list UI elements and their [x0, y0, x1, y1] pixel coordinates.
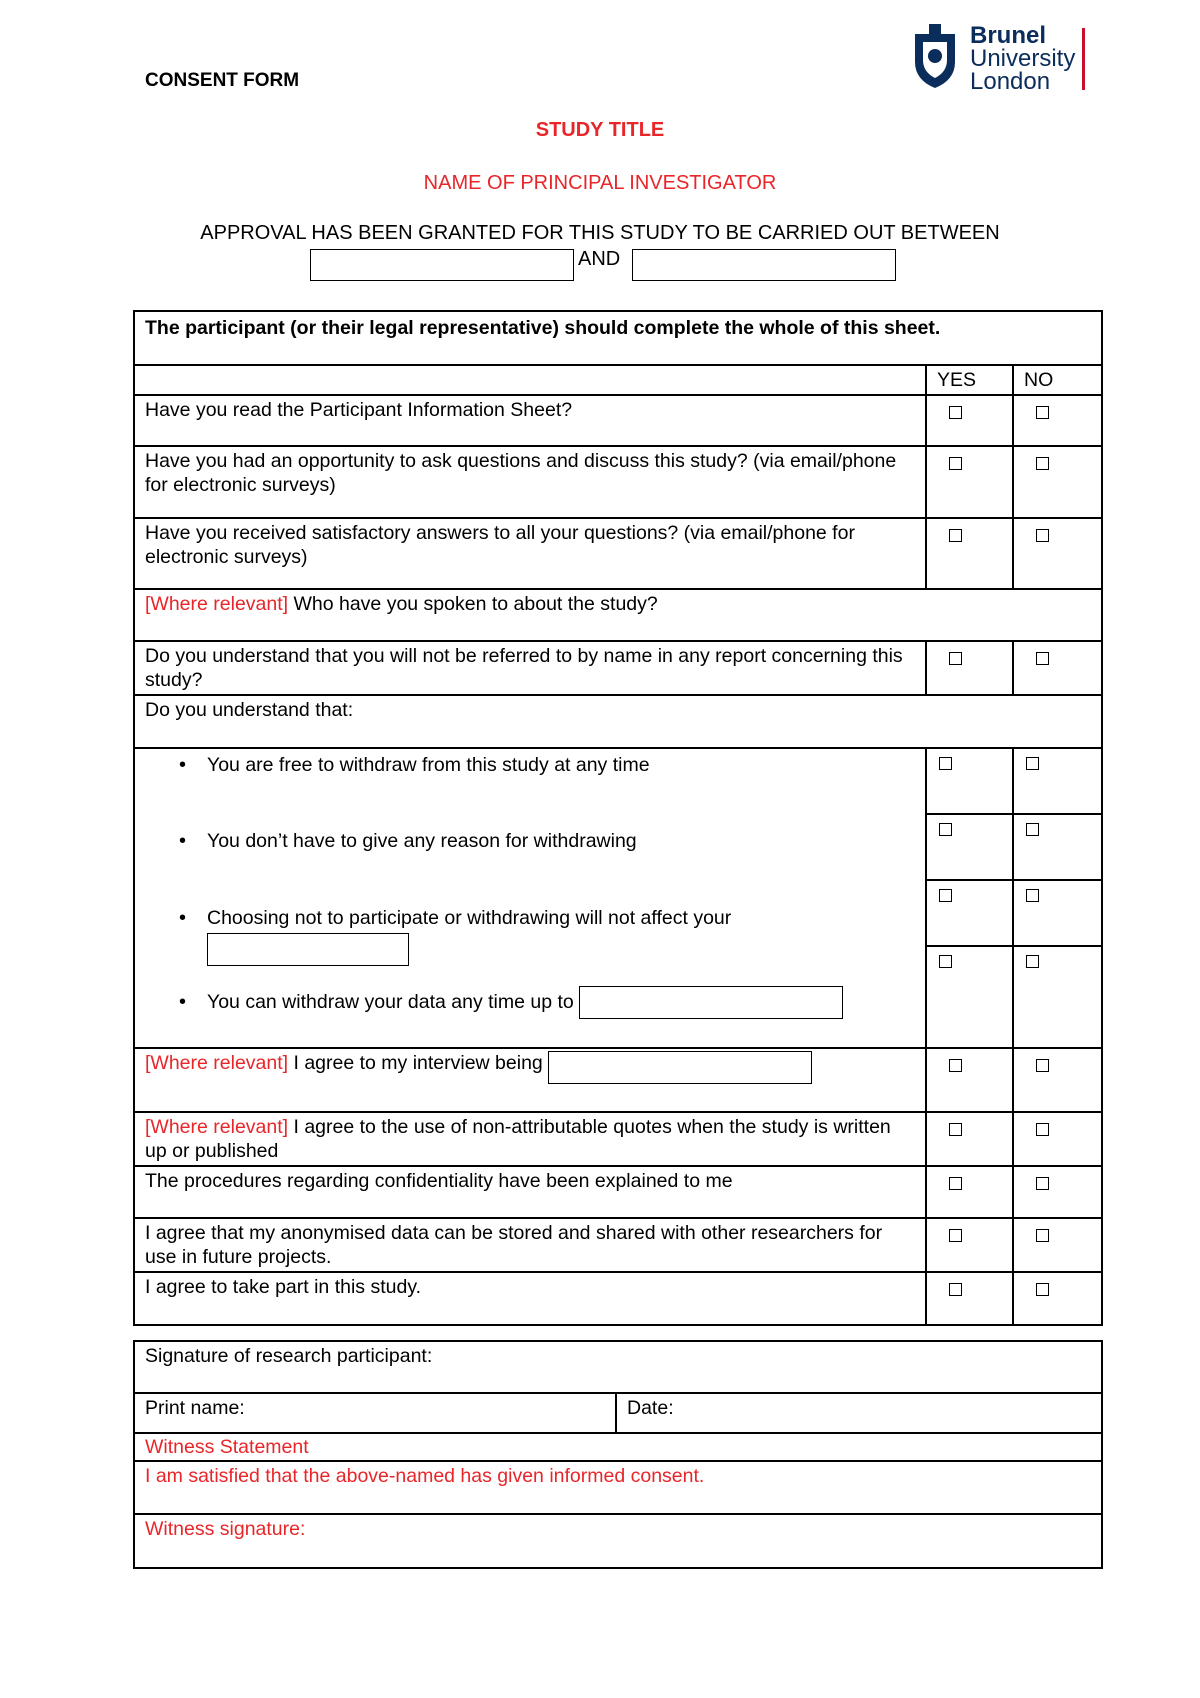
yes-cell: [926, 641, 1013, 695]
study-title: STUDY TITLE: [535, 119, 665, 141]
question-text: I agree to my interview being: [288, 1052, 543, 1074]
yes-checkbox[interactable]: [949, 1123, 962, 1136]
no-checkbox[interactable]: [1026, 955, 1039, 968]
yes-checkbox[interactable]: [949, 1059, 962, 1072]
logo-accent-bar: [1082, 28, 1085, 90]
consent-questions-table: [133, 310, 1103, 1326]
interview-recording-input[interactable]: [548, 1051, 812, 1084]
no-cell: [1013, 748, 1102, 1048]
approval-start-date-input[interactable]: [310, 249, 574, 281]
yes-checkbox[interactable]: [949, 652, 962, 665]
signature-table: [133, 1340, 1103, 1569]
no-cell: [1013, 446, 1102, 518]
no-column-header: NO: [1013, 365, 1102, 395]
question-text: Do you understand that:: [134, 695, 1102, 748]
question-text: I agree that my anonymised data can be stored and shared with other researchers for use in future projects.: [134, 1218, 926, 1272]
question-text: I agree to the use of non-attributable quotes when the study is written up or published: [145, 1116, 891, 1162]
question-row: [134, 518, 1102, 589]
no-cell: [1013, 1218, 1102, 1272]
no-cell: [1013, 641, 1102, 695]
date-field[interactable]: Date:: [616, 1393, 1102, 1433]
yes-checkbox[interactable]: [939, 823, 952, 836]
approval-end-date-input[interactable]: [632, 249, 896, 281]
yes-checkbox[interactable]: [939, 889, 952, 902]
crest-icon: [905, 22, 965, 92]
bullet-item: • You are free to withdraw from this study at any time: [145, 753, 915, 829]
no-checkbox[interactable]: [1026, 823, 1039, 836]
question-row: [134, 395, 1102, 446]
question-row: [134, 1166, 1102, 1218]
university-name: [970, 24, 1075, 93]
bullet-text: You can withdraw your data any time up to: [207, 991, 574, 1013]
no-checkbox[interactable]: [1036, 529, 1049, 542]
question-row: [134, 589, 1102, 641]
approval-statement: APPROVAL HAS BEEN GRANTED FOR THIS STUDY TO BE CARRIED OUT BETWEEN: [200, 222, 1000, 244]
bullet-item-affect: [145, 906, 915, 990]
question-text: Have you had an opportunity to ask questions and discuss this study? (via email/phone for electronic surveys): [134, 446, 926, 518]
no-cell: [1013, 1048, 1102, 1112]
withdraw-date-input[interactable]: [579, 986, 843, 1019]
question-row: [134, 1272, 1102, 1325]
yes-checkbox[interactable]: [949, 529, 962, 542]
yes-cell: [926, 748, 1013, 1048]
no-checkbox[interactable]: [1036, 1177, 1049, 1190]
no-checkbox[interactable]: [1036, 406, 1049, 419]
understanding-bullets-row: [134, 748, 1102, 1048]
yes-checkbox[interactable]: [949, 406, 962, 419]
yes-cell: [926, 395, 1013, 446]
question-text: The procedures regarding confidentiality have been explained to me: [134, 1166, 926, 1218]
question-spoken-to[interactable]: [134, 589, 1102, 641]
yes-checkbox[interactable]: [949, 1177, 962, 1190]
no-checkbox[interactable]: [1036, 652, 1049, 665]
bullet-text: Choosing not to participate or withdrawing will not affect your: [207, 907, 732, 929]
instruction-text: The participant (or their legal representative) should complete the whole of this sheet.: [134, 311, 1102, 365]
yes-cell: [926, 518, 1013, 589]
no-checkbox[interactable]: [1036, 1283, 1049, 1296]
question-text: Have you received satisfactory answers to all your questions? (via email/phone for electronic surveys): [134, 518, 926, 589]
yes-checkbox[interactable]: [949, 457, 962, 470]
participant-signature-field[interactable]: Signature of research participant:: [134, 1341, 1102, 1393]
no-cell: [1013, 1112, 1102, 1166]
question-text: Have you read the Participant Information Sheet?: [134, 395, 926, 446]
bullets-cell: [134, 748, 926, 1048]
question-row: [134, 446, 1102, 518]
where-relevant-tag: [Where relevant]: [145, 1052, 289, 1074]
question-row: [134, 641, 1102, 695]
no-cell: [1013, 1166, 1102, 1218]
yes-cell: [926, 1048, 1013, 1112]
question-quotes: [134, 1112, 926, 1166]
bullet-item-withdraw-data: [145, 990, 915, 1019]
question-row: [134, 1112, 1102, 1166]
yes-cell: [926, 446, 1013, 518]
no-checkbox[interactable]: [1036, 1229, 1049, 1242]
bullet-item: • You don’t have to give any reason for withdrawing: [145, 829, 915, 906]
witness-statement-heading: Witness Statement: [134, 1433, 1102, 1461]
logo-line-university: University: [970, 45, 1076, 72]
no-checkbox[interactable]: [1036, 1059, 1049, 1072]
no-checkbox[interactable]: [1036, 1123, 1049, 1136]
no-cell: [1013, 518, 1102, 589]
yes-cell: [926, 1112, 1013, 1166]
question-row: [134, 1048, 1102, 1112]
no-cell: [1013, 395, 1102, 446]
header-blank-cell: [134, 365, 926, 395]
logo-line-london: London: [970, 68, 1051, 95]
question-interview: [134, 1048, 926, 1112]
question-text: I agree to take part in this study.: [134, 1272, 926, 1325]
witness-consent-text: I am satisfied that the above-named has given informed consent.: [134, 1461, 1102, 1514]
print-name-field[interactable]: Print name:: [134, 1393, 616, 1433]
yes-checkbox[interactable]: [939, 955, 952, 968]
no-checkbox[interactable]: [1026, 889, 1039, 902]
logo-line-brunel: Brunel: [970, 22, 1047, 49]
yes-checkbox[interactable]: [939, 757, 952, 770]
witness-signature-field[interactable]: Witness signature:: [134, 1514, 1102, 1568]
yes-checkbox[interactable]: [949, 1229, 962, 1242]
yes-cell: [926, 1218, 1013, 1272]
question-row: [134, 1218, 1102, 1272]
yes-column-header: YES: [926, 365, 1013, 395]
and-label: AND: [578, 248, 621, 270]
affect-input[interactable]: [207, 933, 409, 966]
yes-cell: [926, 1272, 1013, 1325]
no-checkbox[interactable]: [1036, 457, 1049, 470]
principal-investigator: NAME OF PRINCIPAL INVESTIGATOR: [423, 172, 777, 194]
where-relevant-tag: [Where relevant]: [145, 593, 289, 615]
yes-checkbox[interactable]: [949, 1283, 962, 1296]
no-cell: [1013, 1272, 1102, 1325]
where-relevant-tag: [Where relevant]: [145, 1116, 289, 1138]
yes-cell: [926, 1166, 1013, 1218]
question-text: Do you understand that you will not be referred to by name in any report concerning this study?: [134, 641, 926, 695]
no-checkbox[interactable]: [1026, 757, 1039, 770]
form-label: CONSENT FORM: [145, 70, 300, 91]
question-text: Who have you spoken to about the study?: [288, 593, 658, 615]
